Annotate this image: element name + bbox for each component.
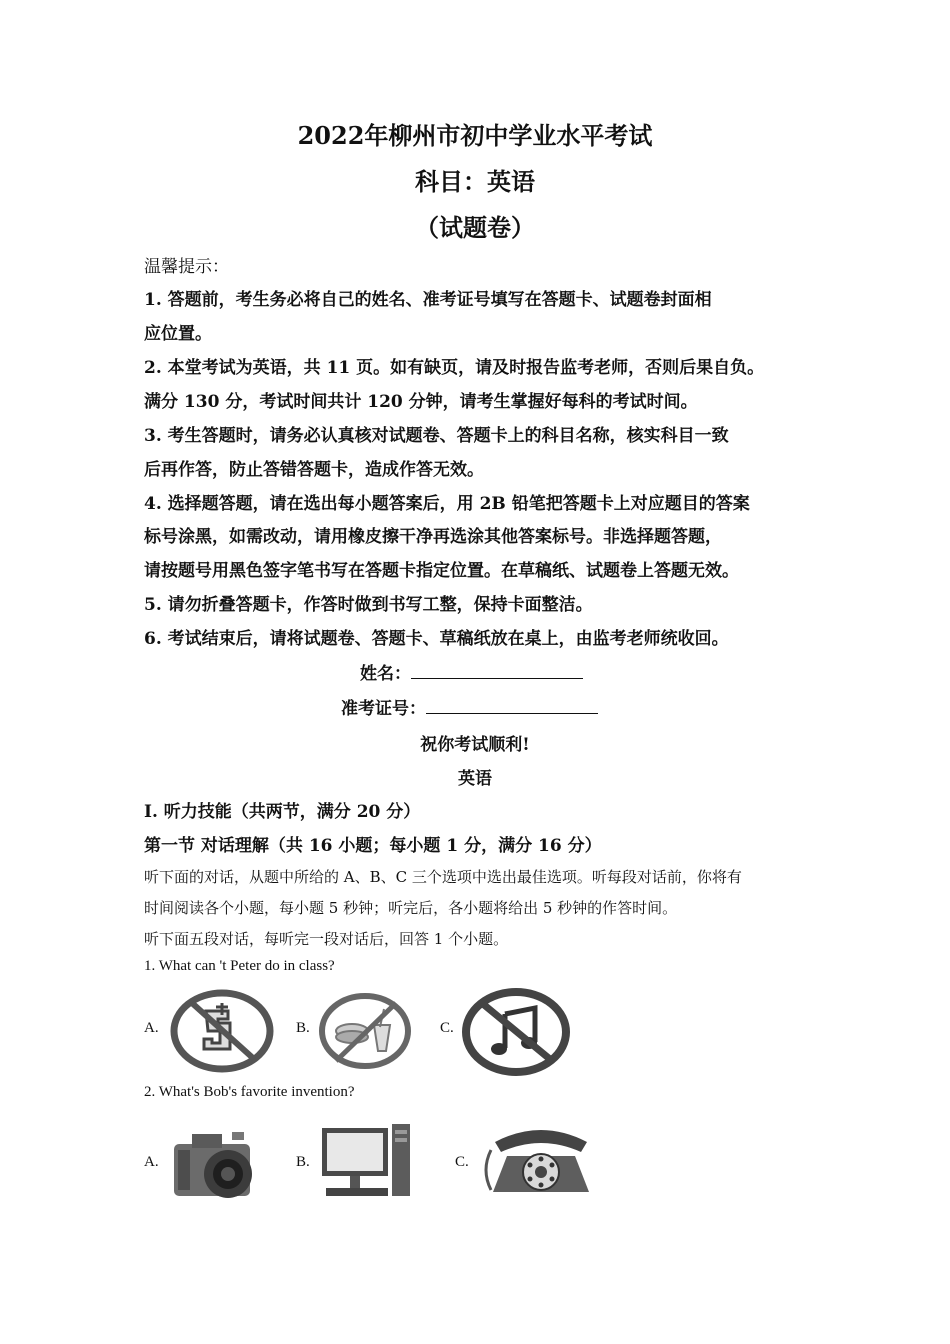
tip-line: 5. 请勿折叠答题卡，作答时做到书写工整，保持卡面整洁。 — [144, 595, 593, 615]
tip-line: 后再作答，防止答错答题卡，造成作答无效。 — [144, 460, 484, 480]
q2-option-c-label[interactable]: C. — [455, 1154, 469, 1170]
exam-id-label: 准考证号： — [341, 699, 426, 719]
q1-option-a-label[interactable]: A. — [144, 1020, 159, 1036]
exam-id-blank[interactable] — [426, 697, 598, 714]
tip-line: 6. 考试结束后，请将试题卷、答题卡、草稿纸放在桌上，由监考老师统收回。 — [144, 629, 729, 649]
no-gum-sign-icon[interactable] — [170, 989, 274, 1073]
no-music-sign-icon[interactable] — [461, 988, 571, 1076]
tip-line: 4. 选择题答题，请在选出每小题答案后，用 2B 铅笔把答题卡上对应题目的答案 — [144, 494, 750, 514]
tip-line: 应位置。 — [144, 324, 212, 344]
instruction-line: 时间阅读各个小题，每小题 5 秒钟；听完后，各小题将给出 5 秒钟的作答时间。 — [144, 899, 678, 917]
tip-line: 1. 答题前，考生务必将自己的姓名、准考证号填写在答题卡、试题卷封面相 — [144, 290, 712, 310]
subject-heading: 英语 — [458, 769, 492, 789]
good-luck-text: 祝你考试顺利! — [420, 735, 530, 755]
name-field[interactable] — [360, 659, 583, 684]
subject-line: 科目：英语 — [415, 167, 535, 196]
question-2-text: 2. What's Bob's favorite invention? — [144, 1084, 355, 1100]
tips-heading: 温馨提示： — [144, 257, 229, 277]
camera-icon[interactable] — [170, 1126, 264, 1202]
tip-line: 3. 考生答题时，请务必认真核对试题卷、答题卡上的科目名称，核实科目一致 — [144, 426, 729, 446]
name-blank[interactable] — [411, 662, 583, 679]
name-label: 姓名： — [360, 664, 411, 684]
q1-option-c-label[interactable]: C. — [440, 1020, 454, 1036]
telephone-icon[interactable] — [481, 1120, 601, 1202]
tip-line: 请按题号用黑色签字笔书写在答题卡指定位置。在草稿纸、试题卷上答题无效。 — [144, 561, 739, 581]
exam-title: 2022年柳州市初中学业水平考试 — [297, 121, 653, 150]
tip-line: 标号涂黑，如需改动，请用橡皮擦干净再选涂其他答案标号。非选择题答题， — [144, 527, 722, 547]
exam-id-field[interactable] — [341, 694, 598, 719]
no-food-sign-icon[interactable] — [318, 991, 412, 1071]
q2-option-a-label[interactable]: A. — [144, 1154, 159, 1170]
paper-type: （试题卷） — [415, 213, 535, 242]
tip-line: 2. 本堂考试为英语，共 11 页。如有缺页，请及时报告监考老师，否则后果自负。 — [144, 358, 765, 378]
q1-option-b-label[interactable]: B. — [296, 1020, 310, 1036]
computer-icon[interactable] — [318, 1120, 414, 1202]
tip-line: 满分 130 分，考试时间共计 120 分钟，请考生掌握好每科的考试时间。 — [144, 392, 698, 412]
q2-option-b-label[interactable]: B. — [296, 1154, 310, 1170]
part-title: I. 听力技能（共两节，满分 20 分） — [144, 802, 421, 822]
instruction-line: 听下面五段对话，每听完一段对话后，回答 1 个小题。 — [144, 930, 509, 948]
question-1-text: 1. What can 't Peter do in class? — [144, 958, 335, 974]
instruction-line: 听下面的对话，从题中所给的 A、B、C 三个选项中选出最佳选项。听每段对话前，你将有 — [144, 868, 742, 886]
section-subtitle: 第一节 对话理解（共 16 小题；每小题 1 分，满分 16 分） — [144, 836, 602, 856]
